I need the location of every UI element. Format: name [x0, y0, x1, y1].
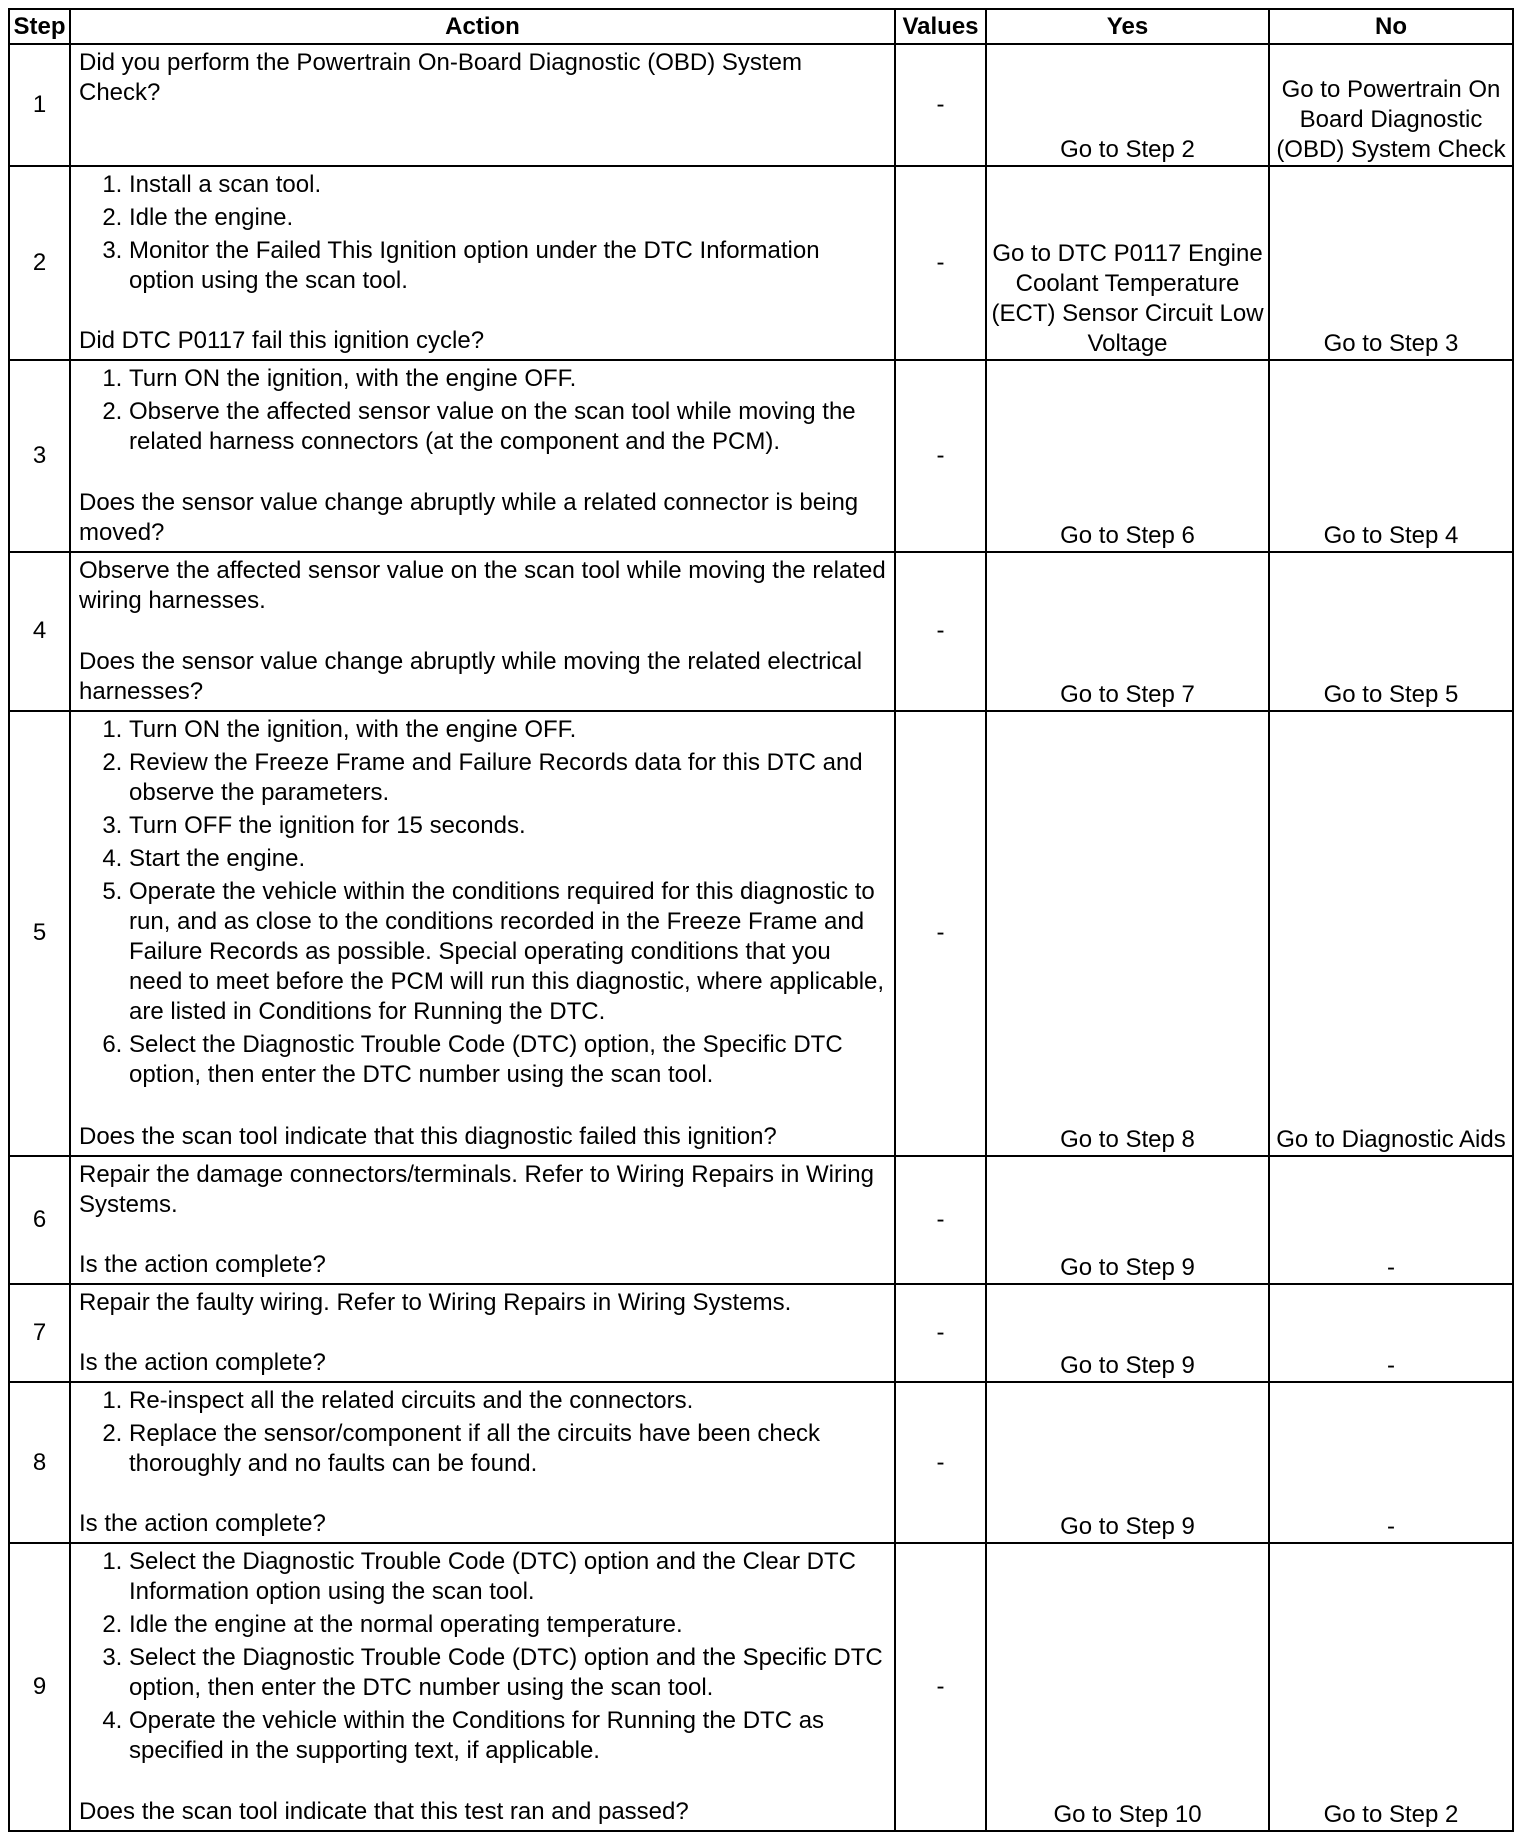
yes-cell: Go to Step 7 — [986, 552, 1269, 712]
action-text: Observe the affected sensor value on the scan tool while moving the related wiring harnesses. — [79, 556, 886, 614]
header-no: No — [1269, 9, 1513, 44]
table-row — [9, 552, 1513, 712]
header-step: Step — [9, 9, 70, 44]
no-cell: Go to Step 4 — [1269, 360, 1513, 552]
action-step-item: 2. Observe the affected sensor value on the scan tool while moving the related harness connectors (at the component and the PCM). — [129, 397, 888, 457]
table-row — [9, 1543, 1513, 1831]
action-question: Does the sensor value change abruptly while a related connector is being moved? — [79, 488, 859, 546]
table-row — [9, 1284, 1513, 1382]
table-row — [9, 1382, 1513, 1543]
action-step-item: 2. Replace the sensor/component if all the circuits have been check thoroughly and no faults can be found. — [129, 1419, 888, 1479]
header-row — [9, 9, 1513, 44]
action-steps — [79, 715, 888, 1093]
action-step-item: 3. Select the Diagnostic Trouble Code (DTC) option and the Specific DTC option, then enter the DTC number using the scan tool. — [129, 1643, 888, 1703]
no-cell: Go to Diagnostic Aids — [1269, 711, 1513, 1155]
no-cell: Go to Step 2 — [1269, 1543, 1513, 1831]
no-cell: Go to Powertrain On Board Diagnostic (OBD) System Check — [1269, 44, 1513, 166]
values-cell: - — [895, 166, 986, 360]
table-row — [9, 711, 1513, 1155]
table-row — [9, 360, 1513, 552]
action-step-item: 2. Review the Freeze Frame and Failure Records data for this DTC and observe the parameters. — [129, 748, 888, 808]
step-number: 9 — [9, 1543, 70, 1831]
step-number: 4 — [9, 552, 70, 712]
yes-cell: Go to Step 8 — [986, 711, 1269, 1155]
action-cell — [70, 1284, 895, 1382]
action-cell — [70, 1543, 895, 1831]
action-cell — [70, 360, 895, 552]
action-text: Repair the damage connectors/terminals. Refer to Wiring Repairs in Wiring Systems. — [79, 1160, 874, 1218]
values-cell: - — [895, 552, 986, 712]
action-question: Does the scan tool indicate that this diagnostic failed this ignition? — [79, 1122, 777, 1150]
step-number: 6 — [9, 1156, 70, 1284]
no-cell: - — [1269, 1382, 1513, 1543]
action-step-item: 1. Re-inspect all the related circuits and the connectors. — [129, 1386, 888, 1416]
action-steps — [79, 1386, 888, 1482]
action-cell — [70, 711, 895, 1155]
step-number: 1 — [9, 44, 70, 166]
no-cell: - — [1269, 1284, 1513, 1382]
action-step-item: 1. Select the Diagnostic Trouble Code (DTC) option and the Clear DTC Information option using the scan tool. — [129, 1547, 888, 1607]
action-question: Is the action complete? — [79, 1251, 326, 1279]
action-question: Did DTC P0117 fail this ignition cycle? — [79, 327, 485, 355]
action-question: Does the scan tool indicate that this test ran and passed? — [79, 1798, 689, 1825]
yes-cell: Go to Step 2 — [986, 44, 1269, 166]
no-cell: - — [1269, 1156, 1513, 1284]
action-step-item: 2. Idle the engine at the normal operating temperature. — [129, 1610, 888, 1640]
yes-cell: Go to DTC P0117 Engine Coolant Temperature (ECT) Sensor Circuit Low Voltage — [986, 166, 1269, 360]
header-action: Action — [70, 9, 895, 44]
no-cell: Go to Step 5 — [1269, 552, 1513, 712]
action-steps — [79, 364, 888, 460]
yes-cell: Go to Step 9 — [986, 1382, 1269, 1543]
action-question: Is the action complete? — [79, 1349, 326, 1377]
step-number: 2 — [9, 166, 70, 360]
action-question: Is the action complete? — [79, 1509, 326, 1537]
action-cell — [70, 44, 895, 166]
action-steps — [79, 1547, 888, 1769]
action-text: Repair the faulty wiring. Refer to Wiring Repairs in Wiring Systems. — [79, 1289, 792, 1317]
table-row — [9, 44, 1513, 166]
header-yes: Yes — [986, 9, 1269, 44]
action-step-item: 5. Operate the vehicle within the conditions required for this diagnostic to run, and as close to the conditions recorded in the Freeze Frame and Failure Records as possible. Special operating conditions that you need to meet before the PCM will run this diagnostic, where applicable, are listed in Conditions for Running the DTC. — [129, 877, 888, 1027]
step-number: 3 — [9, 360, 70, 552]
yes-cell: Go to Step 10 — [986, 1543, 1269, 1831]
action-cell — [70, 552, 895, 712]
yes-cell: Go to Step 9 — [986, 1284, 1269, 1382]
action-question: Does the sensor value change abruptly while moving the related electrical harnesses? — [79, 648, 863, 706]
action-cell — [70, 1156, 895, 1284]
action-step-item: 4. Start the engine. — [129, 844, 888, 874]
action-step-item: 3. Monitor the Failed This Ignition option under the DTC Information option using the scan tool. — [129, 236, 888, 296]
no-cell: Go to Step 3 — [1269, 166, 1513, 360]
values-cell: - — [895, 360, 986, 552]
action-steps — [79, 170, 888, 299]
action-step-item: 1. Turn ON the ignition, with the engine OFF. — [129, 715, 888, 745]
action-step-item: 1. Turn ON the ignition, with the engine OFF. — [129, 364, 888, 394]
diagnostic-table — [8, 8, 1514, 1832]
table-row — [9, 1156, 1513, 1284]
action-step-item: 3. Turn OFF the ignition for 15 seconds. — [129, 811, 888, 841]
action-step-item: 6. Select the Diagnostic Trouble Code (DTC) option, the Specific DTC option, then enter the DTC number using the scan tool. — [129, 1030, 888, 1090]
action-step-item: 1. Install a scan tool. — [129, 170, 888, 200]
values-cell: - — [895, 44, 986, 166]
yes-cell: Go to Step 6 — [986, 360, 1269, 552]
action-step-item: 4. Operate the vehicle within the Conditions for Running the DTC as specified in the supporting text, if applicable. — [129, 1706, 888, 1766]
action-text: Did you perform the Powertrain On-Board Diagnostic (OBD) System Check? — [79, 49, 802, 106]
header-values: Values — [895, 9, 986, 44]
action-step-item: 2. Idle the engine. — [129, 203, 888, 233]
yes-cell: Go to Step 9 — [986, 1156, 1269, 1284]
values-cell: - — [895, 1543, 986, 1831]
table-row — [9, 166, 1513, 360]
step-number: 7 — [9, 1284, 70, 1382]
values-cell: - — [895, 1284, 986, 1382]
action-cell — [70, 1382, 895, 1543]
step-number: 8 — [9, 1382, 70, 1543]
action-cell — [70, 166, 895, 360]
values-cell: - — [895, 711, 986, 1155]
values-cell: - — [895, 1382, 986, 1543]
values-cell: - — [895, 1156, 986, 1284]
step-number: 5 — [9, 711, 70, 1155]
